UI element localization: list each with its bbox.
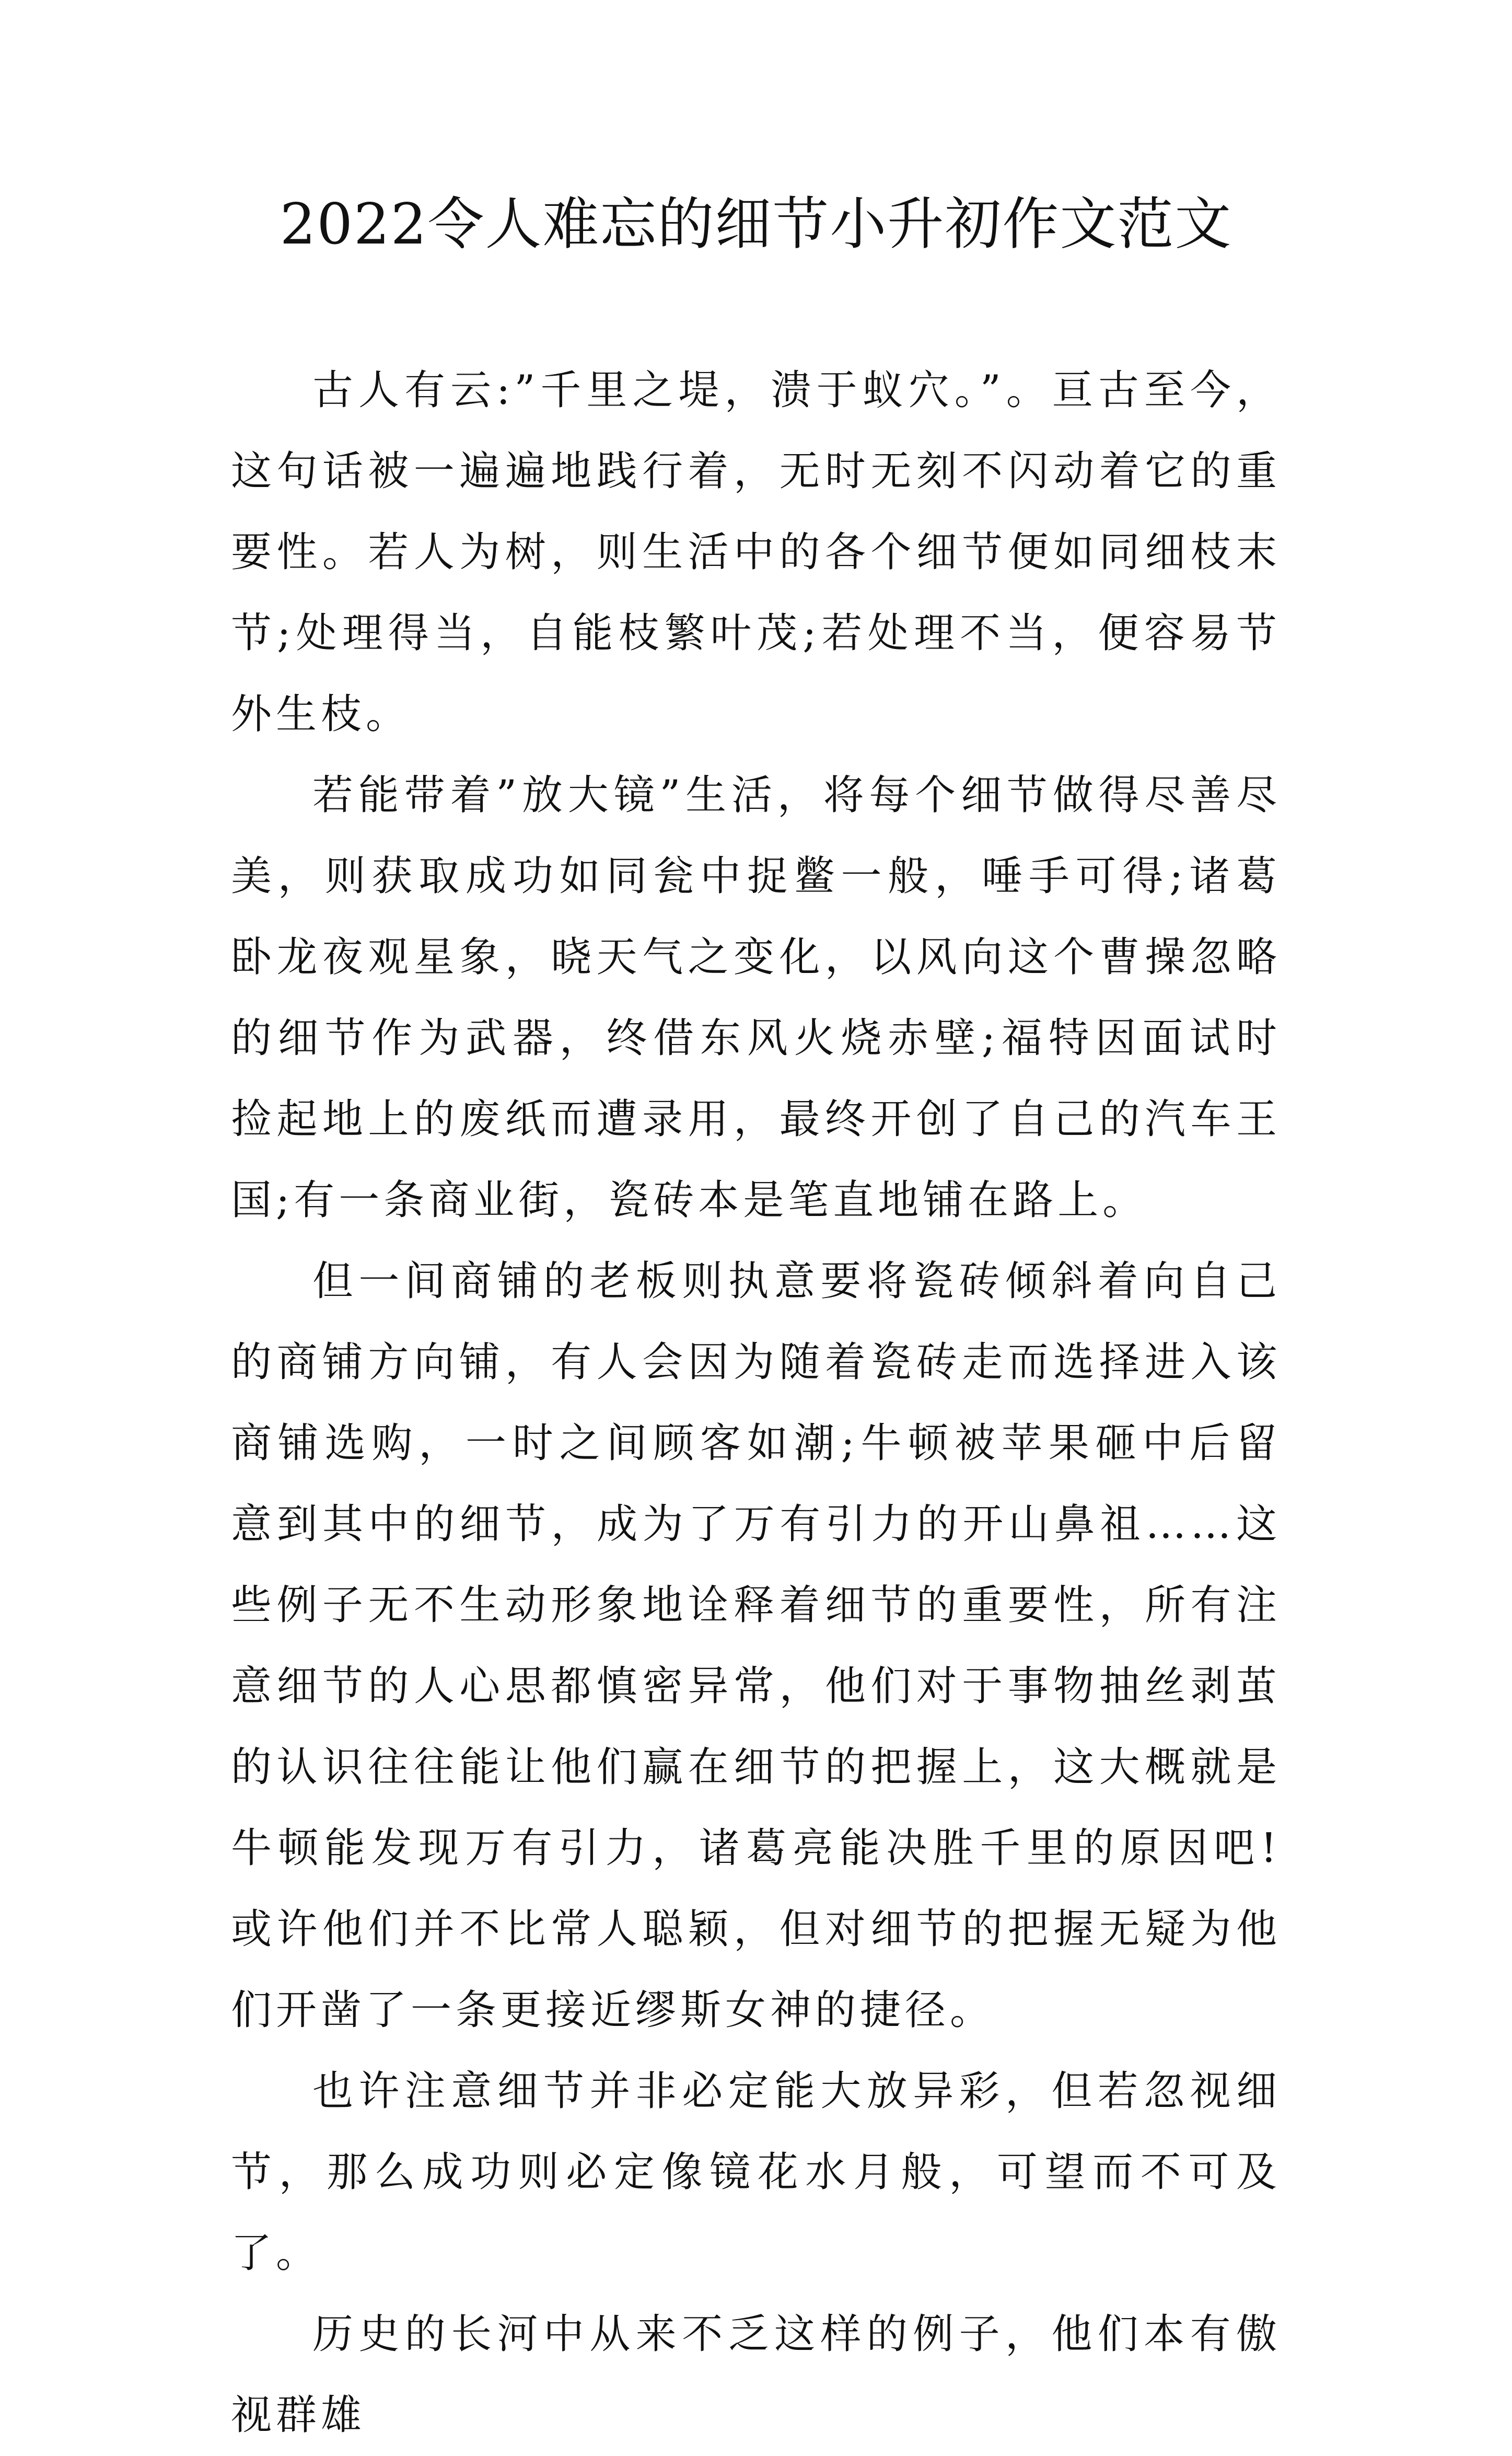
paragraph-5: 历史的长河中从来不乏这样的例子，他们本有傲视群雄 bbox=[231, 2311, 1281, 2439]
paragraph-1: 古人有云:”千里之堤，溃于蚁穴。”。亘古至今，这句话被一遍遍地践行着，无时无刻不闪动着它的重要性。若人为树，则生活中的各个细节便如同细枝末节;处理得当，自能枝繁叶茂;若处理不当，便容易节外生枝。 bbox=[231, 367, 1281, 738]
document-body bbox=[231, 350, 1281, 2456]
document-title: 2022令人难忘的细节小升初作文范文 bbox=[280, 192, 1232, 257]
paragraph-4: 也许注意细节并非必定能大放异彩，但若忽视细节，那么成功则必定像镜花水月般，可望而不可及了。 bbox=[231, 2068, 1281, 2277]
paragraph-3: 但一间商铺的老板则执意要将瓷砖倾斜着向自己的商铺方向铺，有人会因为随着瓷砖走而选择进入该商铺选购，一时之间顾客如潮;牛顿被苹果砸中后留意到其中的细节，成为了万有引力的开山鼻祖……这些例子无不生动形象地诠释着细节的重要性，所有注意细节的人心思都慎密异常，他们对于事物抽丝剥茧的认识往往能让他们赢在细节的把握上，这大概就是牛顿能发现万有引力，诸葛亮能决胜千里的原因吧!或许他们并不比常人聪颖，但对细节的把握无疑为他们开凿了一条更接近缪斯女神的捷径。 bbox=[231, 1258, 1281, 2034]
paragraph-2: 若能带着”放大镜”生活，将每个细节做得尽善尽美，则获取成功如同瓮中捉鳖一般，唾手可得;诸葛卧龙夜观星象，晓天气之变化，以风向这个曹操忽略的细节作为武器，终借东风火烧赤壁;福特因面试时捡起地上的废纸而遭录用，最终开创了自己的汽车王国;有一条商业街，瓷砖本是笔直地铺在路上。 bbox=[231, 772, 1281, 1224]
